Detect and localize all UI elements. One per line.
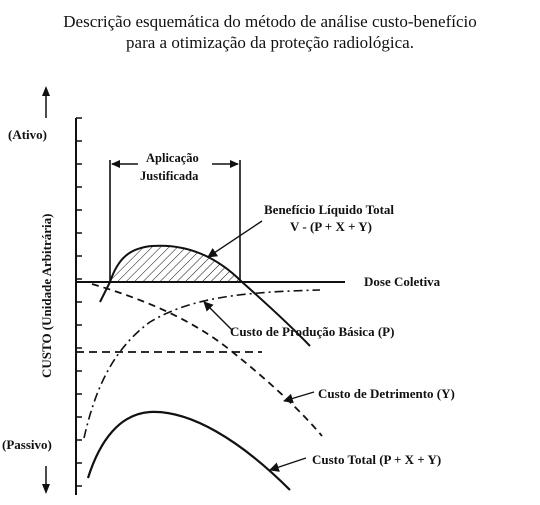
bracket-label-line-2: Justificada — [140, 169, 199, 183]
arrow-total-cost — [270, 458, 306, 470]
chart-title-line-1: Descrição esquemática do método de análise custo-benefício — [63, 12, 477, 31]
series-detriment-cost — [92, 284, 322, 436]
bracket-left-arrowhead — [111, 160, 120, 168]
label-total-cost: Custo Total (P + X + Y) — [312, 452, 442, 467]
arrow-up-icon — [42, 86, 50, 118]
series-total-cost — [88, 412, 290, 490]
bracket-label-line-1: Aplicação — [146, 151, 199, 165]
y-axis-label: CUSTO (Unidade Arbitrária) — [39, 213, 54, 378]
bracket-right-arrowhead — [230, 160, 239, 168]
x-axis-label: Dose Coletiva — [364, 274, 441, 289]
arrow-detriment — [284, 392, 314, 401]
label-net-benefit: Benefício Líquido Total — [264, 202, 395, 217]
arrow-basic-production — [204, 302, 232, 330]
y-bottom-label: (Passivo) — [2, 437, 52, 452]
arrow-down-icon — [42, 466, 50, 494]
series-basic-production-cost — [84, 290, 320, 438]
label-detriment: Custo de Detrimento (Y) — [318, 386, 455, 401]
chart-title-line-2: para a otimização da proteção radiológica. — [126, 33, 414, 52]
label-basic-production: Custo de Produção Básica (P) — [230, 324, 395, 339]
arrow-net-benefit — [208, 221, 262, 257]
net-benefit-area — [110, 246, 242, 282]
y-top-label: (Ativo) — [8, 127, 47, 142]
label-net-benefit-formula: V - (P + X + Y) — [290, 219, 372, 234]
